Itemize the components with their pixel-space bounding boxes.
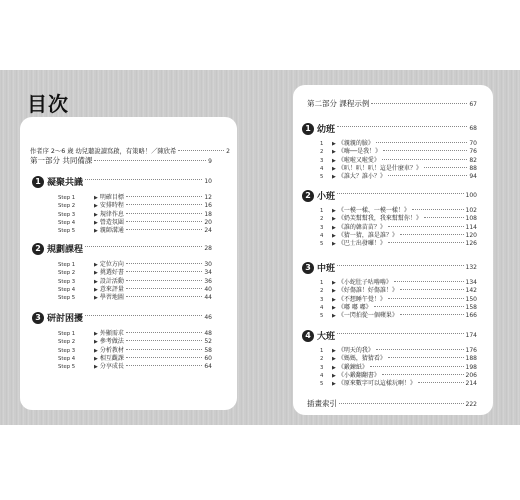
step-label: Step 3 [58, 347, 76, 354]
item-title: 《啦啦又啦愛》 [337, 156, 380, 164]
section-number-badge: 3 [32, 312, 44, 324]
dot-leader [424, 217, 464, 218]
page-number: 198 [465, 363, 477, 371]
dot-leader [126, 221, 202, 222]
dot-leader [126, 332, 202, 333]
item-title: 定位方向 [99, 261, 124, 268]
lesson-number: 3 [320, 296, 324, 303]
page-number: 222 [465, 401, 477, 408]
lesson-number: 1 [320, 141, 324, 147]
step-label: Step 1 [58, 195, 76, 201]
item-title: 《巴士出發囉！》 [337, 240, 386, 248]
item-title: 《原來數字可以這樣玩啊！》 [337, 380, 416, 388]
dot-leader [374, 306, 464, 307]
item-title: 《明天的我》 [337, 347, 374, 354]
page-number: 52 [204, 338, 212, 346]
lesson-number: 3 [320, 224, 324, 231]
toc-step-item[interactable] [58, 361, 212, 370]
item-title: 相互觀課 [99, 354, 124, 362]
item-title: 學習地圖 [99, 294, 124, 302]
dot-leader [394, 281, 464, 282]
page-number: 82 [469, 156, 477, 164]
item-title: 參考做法 [99, 338, 124, 346]
page-number: 68 [469, 125, 477, 132]
item-title: 《誰大？誰小？》 [337, 173, 386, 181]
arrow-icon: ▶ [94, 195, 98, 201]
page-number: 9 [208, 158, 212, 165]
arrow-icon: ▶ [94, 278, 98, 285]
dot-leader [339, 403, 464, 404]
page-number: 46 [204, 314, 212, 321]
dot-leader [412, 209, 464, 210]
toc-lesson-item[interactable] [320, 378, 477, 387]
lesson-number: 5 [320, 174, 324, 181]
lesson-number: 5 [320, 241, 324, 248]
section-number-badge: 2 [302, 190, 314, 202]
page-number: 142 [465, 287, 477, 295]
dot-leader [126, 296, 202, 297]
lesson-number: 5 [320, 381, 324, 388]
section-title: 中班 [317, 264, 336, 274]
page-number: 102 [465, 207, 477, 214]
item-title: 《嗨──是我！》 [337, 148, 382, 156]
dot-leader [376, 142, 467, 143]
dot-leader [400, 234, 464, 235]
page-number: 60 [204, 354, 212, 362]
item-title: 設計活動 [99, 277, 124, 285]
lesson-number: 1 [320, 208, 324, 214]
toc-section-1[interactable] [32, 175, 212, 188]
arrow-icon: ▶ [332, 348, 336, 354]
dot-leader [371, 103, 467, 104]
index-entry[interactable] [307, 398, 477, 409]
dot-leader [382, 159, 467, 160]
page-number: 206 [465, 371, 477, 379]
item-title: 安排時程 [99, 202, 124, 210]
page-number: 30 [204, 261, 212, 268]
dot-leader [126, 340, 202, 341]
page-number: 100 [465, 192, 477, 199]
page-number: 28 [204, 245, 212, 252]
arrow-icon: ▶ [332, 356, 336, 363]
page-number: 134 [465, 279, 477, 286]
dot-leader [126, 365, 202, 366]
section-title: 幼班 [317, 125, 336, 135]
arrow-icon: ▶ [94, 355, 98, 362]
arrow-icon: ▶ [332, 372, 336, 379]
item-title: 營造氛圍 [99, 218, 124, 226]
toc-section-3[interactable] [302, 261, 477, 274]
dot-leader [126, 280, 202, 281]
step-label: Step 2 [58, 203, 76, 210]
item-title: 《好傷誰！好傷誰！》 [337, 287, 398, 295]
dot-leader [382, 374, 464, 375]
item-title: 親師溝通 [99, 227, 124, 235]
dot-leader [370, 366, 464, 367]
item-title: 意來評量 [99, 285, 124, 293]
lesson-number: 1 [320, 280, 324, 286]
page-number: 48 [204, 330, 212, 337]
arrow-icon: ▶ [332, 313, 336, 320]
preface-label: 作者序 2～6 歲 幼兒聽說讀寫啟，有策略！／陳欣希 [30, 148, 177, 155]
step-label: Step 5 [58, 364, 76, 371]
dot-leader [418, 382, 464, 383]
step-label: Step 1 [58, 331, 76, 337]
page-number: 24 [204, 227, 212, 235]
arrow-icon: ▶ [332, 174, 336, 181]
page-number: 44 [204, 294, 212, 302]
page-number: 166 [465, 312, 477, 320]
toc-section-1[interactable] [302, 122, 477, 135]
page-number: 12 [204, 194, 212, 201]
dot-leader [126, 204, 202, 205]
arrow-icon: ▶ [94, 295, 98, 302]
dot-leader [337, 126, 467, 127]
section-title: 凝聚共識 [47, 178, 84, 188]
dot-leader [126, 213, 202, 214]
item-title: 《叭！叭！叭！這是什麼車？》 [337, 164, 422, 172]
index-label: 插畫索引 [307, 399, 337, 408]
page-number: 16 [204, 202, 212, 210]
dot-leader [400, 314, 464, 315]
arrow-icon: ▶ [332, 280, 336, 286]
page-number: 58 [204, 346, 212, 354]
page-number: 188 [465, 355, 477, 363]
lesson-number: 4 [320, 232, 324, 239]
dot-leader [388, 242, 464, 243]
page-number: 64 [204, 363, 212, 371]
arrow-icon: ▶ [94, 270, 98, 277]
arrow-icon: ▶ [332, 216, 336, 223]
arrow-icon: ▶ [332, 141, 336, 147]
item-title: 《嘟 嘟 嘟》 [337, 303, 372, 311]
lesson-number: 1 [320, 348, 324, 354]
arrow-icon: ▶ [332, 224, 336, 231]
arrow-icon: ▶ [332, 232, 336, 239]
dot-leader [126, 229, 202, 230]
dot-leader [126, 288, 202, 289]
page-number: 150 [465, 295, 477, 303]
section-title: 規劃課程 [47, 245, 84, 255]
arrow-icon: ▶ [332, 241, 336, 248]
arrow-icon: ▶ [94, 286, 98, 293]
arrow-icon: ▶ [94, 203, 98, 210]
section-title: 大班 [317, 332, 336, 342]
dot-leader [400, 289, 464, 290]
section-number-badge: 1 [302, 123, 314, 135]
arrow-icon: ▶ [94, 211, 98, 218]
arrow-icon: ▶ [332, 149, 336, 156]
page-number: 20 [204, 218, 212, 226]
dot-leader [337, 193, 464, 194]
lesson-number: 2 [320, 288, 324, 295]
dot-leader [178, 150, 224, 151]
page-number: 36 [204, 277, 212, 285]
dot-leader [94, 160, 206, 161]
item-title: 《一閃拍從一個蘋果》 [337, 312, 398, 320]
step-label: Step 3 [58, 278, 76, 285]
dot-leader [85, 179, 202, 180]
lesson-number: 3 [320, 364, 324, 371]
arrow-icon: ▶ [94, 339, 98, 346]
lesson-number: 2 [320, 216, 324, 223]
page-number: 214 [465, 380, 477, 388]
arrow-icon: ▶ [94, 219, 98, 226]
dot-leader [126, 349, 202, 350]
item-title: 《鍛鍊紙》 [337, 363, 368, 371]
part-label: 第二部分 課程示例 [307, 99, 370, 108]
part-label: 第一部分 共同備課 [30, 156, 93, 165]
dot-leader [388, 226, 464, 227]
page-number: 108 [465, 215, 477, 223]
item-title: 《小鍛翻翻書》 [337, 371, 380, 379]
page-number: 70 [469, 140, 477, 147]
item-title: 明確目標 [99, 194, 124, 201]
dot-leader [337, 333, 464, 334]
dot-leader [85, 246, 202, 247]
page-number: 88 [469, 164, 477, 172]
item-title: 《不想睡午覺！》 [337, 295, 386, 303]
lesson-number: 4 [320, 165, 324, 172]
step-label: Step 5 [58, 228, 76, 235]
page-number: 76 [469, 148, 477, 156]
dot-leader [388, 357, 464, 358]
dot-leader [337, 265, 464, 266]
dot-leader [126, 271, 202, 272]
arrow-icon: ▶ [94, 347, 98, 354]
section-number-badge: 2 [32, 243, 44, 255]
page-title: 目次 [27, 92, 69, 116]
dot-leader [376, 349, 464, 350]
step-label: Step 3 [58, 211, 76, 218]
page-number: 94 [469, 173, 477, 181]
dot-leader [388, 298, 464, 299]
arrow-icon: ▶ [332, 381, 336, 388]
item-title: 《猜一猜，誰是誰？》 [337, 231, 398, 239]
step-label: Step 4 [58, 219, 76, 226]
page-number: 158 [465, 303, 477, 311]
section-number-badge: 3 [302, 262, 314, 274]
dot-leader [424, 167, 467, 168]
item-title: 《一模一樣、一模一樣！》 [337, 207, 410, 214]
page-number: 132 [465, 264, 477, 271]
arrow-icon: ▶ [332, 364, 336, 371]
part-one-entry[interactable] [30, 155, 212, 166]
page-number: 120 [465, 231, 477, 239]
page-number: 126 [465, 240, 477, 248]
lesson-number: 5 [320, 313, 324, 320]
arrow-icon: ▶ [94, 262, 98, 268]
part-two-entry[interactable] [307, 98, 477, 109]
toc-lesson-item[interactable] [320, 171, 477, 180]
toc-lesson-item[interactable] [320, 310, 477, 319]
item-title: 《媽媽，猜猜看》 [337, 355, 386, 363]
arrow-icon: ▶ [332, 288, 336, 295]
arrow-icon: ▶ [332, 296, 336, 303]
dot-leader [126, 263, 202, 264]
dot-leader [126, 357, 202, 358]
page-number: 174 [465, 332, 477, 339]
toc-section-2[interactable] [32, 242, 212, 255]
page-number: 176 [465, 347, 477, 354]
dot-leader [388, 175, 467, 176]
section-title: 小班 [317, 192, 336, 202]
step-label: Step 2 [58, 270, 76, 277]
step-label: Step 5 [58, 295, 76, 302]
page-number: 2 [226, 148, 230, 155]
page-number: 40 [204, 285, 212, 293]
arrow-icon: ▶ [332, 208, 336, 214]
section-title: 研討困擾 [47, 314, 84, 324]
lesson-number: 4 [320, 372, 324, 379]
step-label: Step 1 [58, 262, 76, 268]
section-number-badge: 4 [302, 330, 314, 342]
item-title: 《小蛇肚子咕嚕嚕》 [337, 279, 392, 286]
toc-section-3[interactable] [32, 311, 212, 324]
lesson-number: 2 [320, 356, 324, 363]
arrow-icon: ▶ [332, 157, 336, 164]
step-label: Step 2 [58, 339, 76, 346]
item-title: 規律作息 [99, 210, 124, 218]
toc-section-2[interactable] [302, 189, 477, 202]
page-number: 67 [469, 101, 477, 108]
item-title: 分析教材 [99, 346, 124, 354]
item-title: 外顯需求 [99, 330, 124, 337]
lesson-number: 4 [320, 304, 324, 311]
dot-leader [126, 196, 202, 197]
arrow-icon: ▶ [94, 228, 98, 235]
item-title: 《親親的臉》 [337, 140, 374, 147]
page-number: 10 [204, 178, 212, 185]
page-number: 18 [204, 210, 212, 218]
step-label: Step 4 [58, 355, 76, 362]
arrow-icon: ▶ [332, 165, 336, 172]
dot-leader [383, 150, 467, 151]
toc-section-4[interactable] [302, 329, 477, 342]
toc-step-item[interactable] [58, 292, 212, 301]
lesson-number: 3 [320, 157, 324, 164]
lesson-number: 2 [320, 149, 324, 156]
arrow-icon: ▶ [94, 364, 98, 371]
arrow-icon: ▶ [332, 304, 336, 311]
page-number: 34 [204, 269, 212, 277]
toc-step-item[interactable] [58, 225, 212, 234]
preface-entry[interactable] [30, 146, 230, 155]
item-title: 《奶芙幫幫我，我來幫幫你！》 [337, 215, 422, 223]
section-number-badge: 1 [32, 176, 44, 188]
dot-leader [85, 315, 202, 316]
page-number: 114 [465, 223, 477, 231]
item-title: 挑選好書 [99, 269, 124, 277]
step-label: Step 4 [58, 286, 76, 293]
arrow-icon: ▶ [94, 331, 98, 337]
item-title: 《誰的韓苗苗？》 [337, 223, 386, 231]
item-title: 分享成長 [99, 363, 124, 371]
toc-lesson-item[interactable] [320, 238, 477, 247]
